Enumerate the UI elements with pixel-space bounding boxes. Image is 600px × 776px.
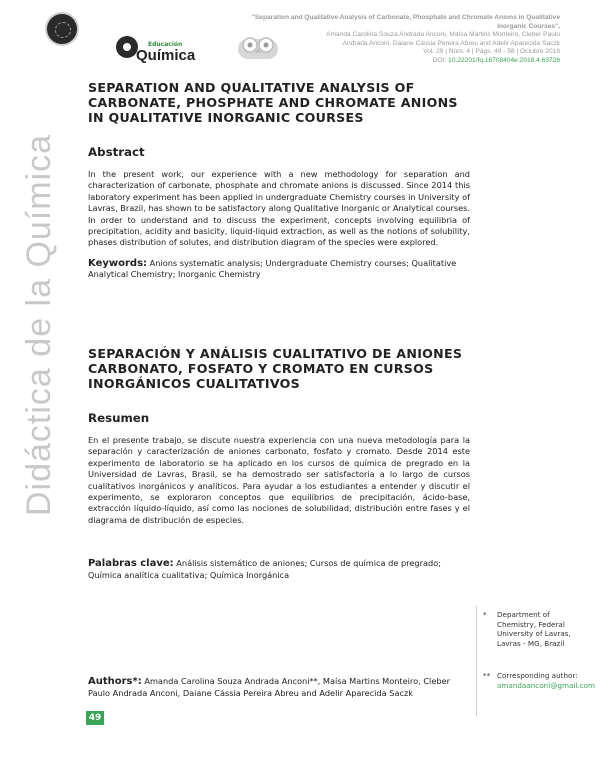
corresponding-label: Corresponding author: [497, 671, 578, 680]
footnote-divider [476, 606, 477, 716]
palabras-clave-text: Análisis sistemático de aniones; Cursos de química de pregrado; Química analítica cualitativa; Química Inorgánica [88, 558, 441, 580]
palabras-clave [88, 558, 470, 581]
footnote-mark-1: * [483, 610, 487, 619]
doi-link[interactable]: 10.22201/fq.18708404e.2018.4.63726 [448, 56, 560, 64]
citation-authors-1: Amanda Carolina Souza Andrada Anconi, Maísa Martins Monteiro, Cleber Paulo [326, 31, 560, 39]
corresponding-email-link[interactable]: amandaanconi@gmail.com [497, 680, 595, 690]
english-title: SEPARATION AND QUALITATIVE ANALYSIS OF CARBONATE, PHOSPHATE AND CHROMATE ANIONS IN QUALITATIVE INORGANIC COURSES [88, 80, 458, 125]
spanish-title: SEPARACIÓN Y ANÁLISIS CUALITATIVO DE ANIONES CARBONATO, FOSFATO Y CROMATO EN CURSOS INORGÁNICOS CUALITATIVOS [88, 346, 463, 391]
english-section [88, 80, 470, 281]
journal-logo-text: Química [136, 47, 196, 64]
citation-volume: Vol. 29 | Núm. 4 | Págs. 49 - 58 | Octubre 2018 [423, 48, 560, 56]
affiliation-text: Department of Chemistry, Federal University of Lavras, Lavras - MG, Brazil [497, 610, 571, 648]
abstract-heading: Abstract [88, 145, 145, 159]
citation-doi [230, 57, 560, 66]
doi-label: DOI: [432, 56, 447, 64]
journal-logo-mark [116, 36, 138, 58]
citation-title: "Separation and Qualitative Analysis of Carbonate, Phosphate and Chromate Anions in Qualitative Inorganic Courses", [251, 14, 560, 30]
palabras-clave-label: Palabras clave: [88, 558, 174, 570]
spanish-section [88, 346, 470, 581]
authors-label: Authors*: [88, 676, 142, 687]
keywords-text: Anions systematic analysis; Undergraduate Chemistry courses; Qualitative Analytical Chemistry; Inorganic Chemistry [88, 257, 457, 280]
footnote-mark-2: ** [483, 671, 491, 680]
article-citation-header [230, 14, 560, 66]
resumen-text: En el presente trabajo, se discute nuestra experiencia con una nueva metodología para la separación y caracterización de aniones carbonato, fosfato y cromato. Desde 2014 este experimento de laboratorio se ha aplicado en los cursos de química de pregrado en la Universidad de Lavras, Brasil, se ha demostrado ser satisfactoria a lo largo de cursos cualitativos inorgánicos y analíticos. Para ayudar a los estudiantes a entender y discutir el experimento, se exploraron conceptos que equilibrios de precipitación, ácido-base, extracción líquido-líquido, así como las nociones de solubilidad, distribución entre fases y el diagrama de distribución de especies. [88, 435, 470, 525]
authors-block [88, 676, 470, 699]
journal-logo-small-text: Educación [148, 41, 183, 48]
authors-names: Amanda Carolina Souza Andrada Anconi**, Maísa Martins Monteiro, Cleber Paulo Andrada Anconi, Daiane Cássia Pereira Abreu and Adelir Aparecida Saczk [88, 676, 450, 698]
university-seal-logo [45, 12, 79, 46]
citation-authors-2: Andrada Anconi, Daiane Cássia Pereira Abreu and Adelir Aparecida Saczk [342, 39, 560, 47]
corresponding-block [497, 671, 595, 690]
section-side-label: Didáctica de la Química [20, 133, 58, 516]
resumen-heading: Resumen [88, 411, 150, 425]
keywords-label: Keywords: [88, 257, 148, 269]
keywords [88, 258, 470, 281]
page-number: 49 [86, 711, 104, 725]
abstract-text: In the present work, our experience with a new methodology for separation and characterization of carbonate, phosphate and chromate anions is discussed. Since 2014 this laboratory experiment has been applied in undergraduate Chemistry courses in University of Lavras, Brazil, has shown to be satisfactory along Qualitative Inorganic or Analytical courses. In order to understand and to discuss the experiment, concepts involving equilibria of precipitation, acidity and basicity, liquid-liquid extraction, as well as the notions of solubility, phases distribution of solutes, and distribution diagram of the species were explored. [88, 169, 470, 248]
